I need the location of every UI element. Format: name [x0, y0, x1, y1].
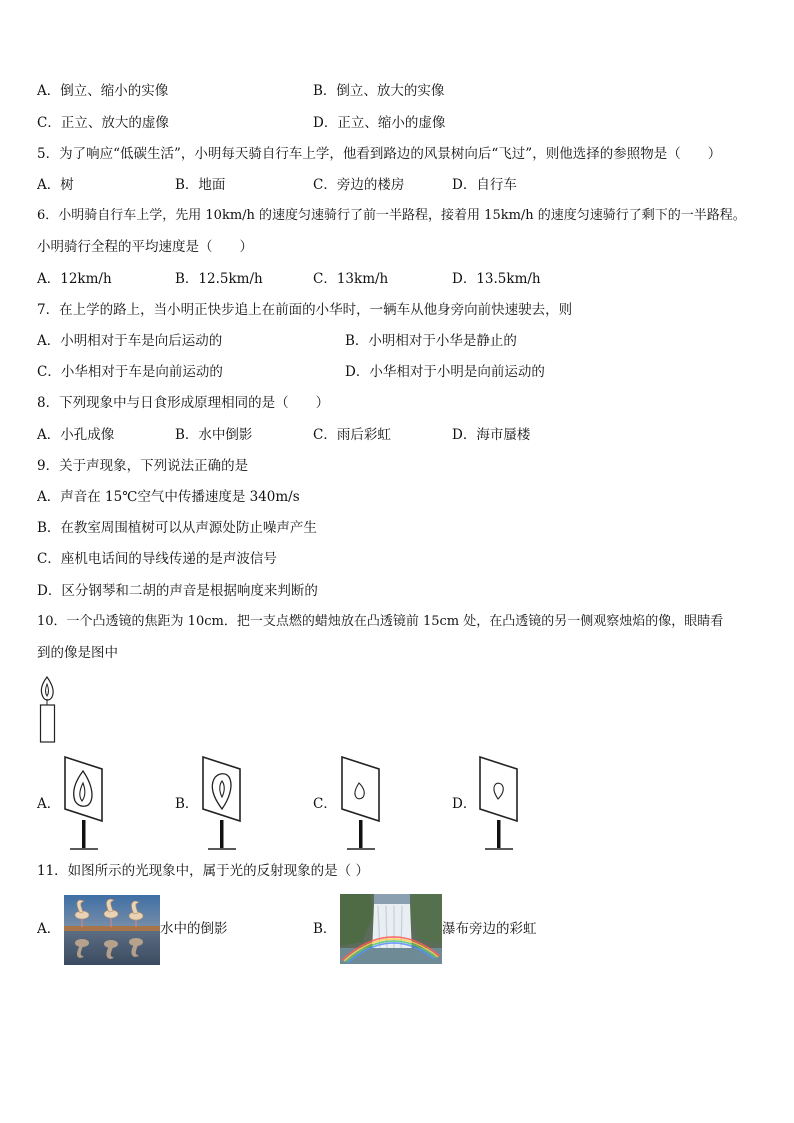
q5-option-a: A．树 [37, 177, 74, 193]
q4-option-c: C．正立、放大的虚像 [37, 115, 169, 131]
candle-figure [37, 675, 59, 745]
q10-stem-line1: 10．一个凸透镜的焦距为 10cm．把一支点燃的蜡烛放在凸透镜前 15cm 处，在凸透镜的另一侧观察烛焰的像，眼睛看 [37, 614, 724, 629]
screen-image-c [337, 753, 383, 853]
q7-stem: 7．在上学的路上，当小明正快步追上在前面的小华时，一辆车从他身旁向前快速驶去，则 [37, 302, 573, 318]
q9-stem: 9．关于声现象，下列说法正确的是 [37, 458, 249, 474]
q10-stem-line2: 到的像是图中 [37, 645, 118, 661]
q6-stem-line2: 小明骑行全程的平均速度是（ ） [37, 239, 253, 255]
q10-option-d: D． [452, 796, 477, 812]
q6-option-a: A．12km/h [37, 271, 112, 287]
q9-option-a: A．声音在 15℃空气中传播速度是 340m/s [37, 489, 300, 505]
q5-option-b: B．地面 [175, 177, 226, 193]
q4-option-b: B．倒立、放大的实像 [313, 83, 445, 99]
q4-option-d: D．正立、缩小的虚像 [313, 115, 446, 131]
q8-option-a: A．小孔成像 [37, 427, 115, 443]
q5-option-d: D．自行车 [452, 177, 517, 193]
q9-option-b: B．在教室周围植树可以从声源处防止噪声产生 [37, 520, 317, 536]
q8-option-c: C．雨后彩虹 [313, 427, 391, 443]
screen-image-b [198, 753, 244, 853]
q11-stem: 11．如图所示的光现象中，属于光的反射现象的是（ ） [37, 863, 369, 879]
q6-option-b: B．12.5km/h [175, 271, 263, 287]
q7-option-a: A．小明相对于车是向后运动的 [37, 333, 223, 349]
q7-option-b: B．小明相对于小华是静止的 [345, 333, 517, 349]
q7-option-c: C．小华相对于车是向前运动的 [37, 364, 223, 380]
q8-stem: 8．下列现象中与日食形成原理相同的是（ ） [37, 395, 330, 411]
q4-option-a: A．倒立、缩小的实像 [37, 83, 169, 99]
q5-stem: 5．为了响应“低碳生活”，小明每天骑自行车上学，他看到路边的风景树向后“飞过”，则他选择的参照物是（ ） [37, 146, 722, 162]
q6-option-d: D．13.5km/h [452, 271, 541, 287]
q10-option-a: A． [37, 796, 61, 812]
q11-option-a: A． [37, 921, 61, 937]
screen-image-d [475, 753, 521, 853]
q7-option-d: D．小华相对于小明是向前运动的 [345, 364, 545, 380]
screen-image-a [60, 753, 106, 853]
waterfall-rainbow-photo [340, 894, 442, 964]
q8-option-b: B．水中倒影 [175, 427, 253, 443]
q6-stem-line1: 6．小明骑自行车上学，先用 10km/h 的速度匀速骑行了前一半路程，接着用 15km/h 的速度匀速骑行了剩下的一半路程。 [37, 208, 746, 223]
q8-option-d: D．海市蜃楼 [452, 427, 531, 443]
q9-option-c: C．座机电话间的导线传递的是声波信号 [37, 551, 277, 567]
q11-caption-a: 水中的倒影 [160, 921, 228, 937]
q5-option-c: C．旁边的楼房 [313, 177, 405, 193]
q10-option-b: B． [175, 796, 199, 812]
q11-option-b: B． [313, 921, 337, 937]
q6-option-c: C．13km/h [313, 271, 389, 287]
q10-option-c: C． [313, 796, 337, 812]
q11-caption-b: 瀑布旁边的彩虹 [442, 921, 537, 937]
q9-option-d: D．区分钢琴和二胡的声音是根据响度来判断的 [37, 583, 318, 599]
reflection-photo [64, 895, 160, 965]
